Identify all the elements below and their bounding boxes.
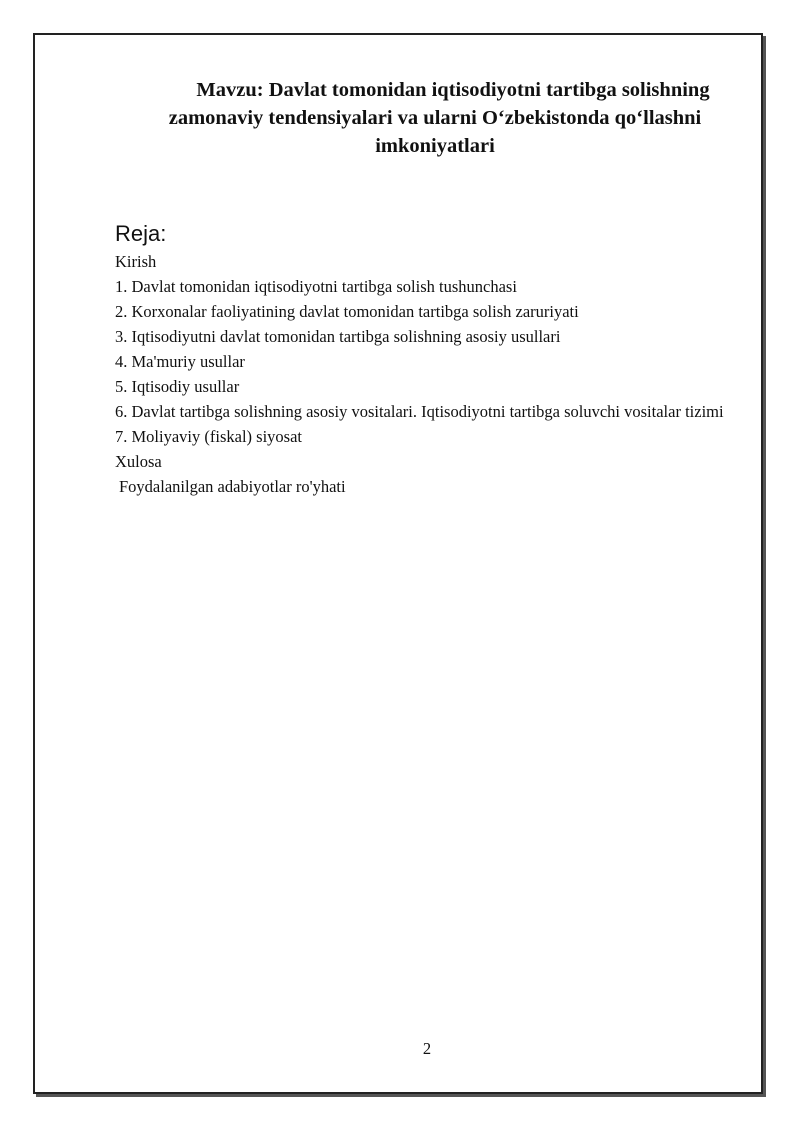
- plan-item-2: 2. Korxonalar faoliyatining davlat tomonidan tartibga solish zaruriyati: [115, 302, 579, 321]
- plan-item-4: 4. Ma'muriy usullar: [115, 352, 245, 371]
- plan-list: [115, 249, 740, 499]
- plan-item-conclusion: Xulosa: [115, 452, 162, 471]
- page-border: [33, 33, 763, 1094]
- plan-item-intro: Kirish: [115, 252, 157, 271]
- title-line-1: Mavzu: Davlat tomonidan iqtisodiyotni tartibga solishning: [196, 79, 710, 101]
- plan-heading: Reja:: [115, 221, 167, 246]
- page-number: 2: [422, 1039, 432, 1058]
- plan-item-1: 1. Davlat tomonidan iqtisodiyotni tartibga solish tushunchasi: [115, 277, 517, 296]
- plan-item-5: 5. Iqtisodiy usullar: [115, 377, 240, 396]
- title-line-3: imkoniyatlari: [375, 135, 495, 157]
- plan-item-3: 3. Iqtisodiyutni davlat tomonidan tartibga solishning asosiy usullari: [115, 327, 561, 346]
- document-title: [110, 76, 760, 160]
- plan-item-references: Foydalanilgan adabiyotlar ro'yhati: [119, 477, 346, 496]
- plan-item-6: 6. Davlat tartibga solishning asosiy vositalari. Iqtisodiyotni tartibga soluvchi vositalar tizimi: [115, 402, 724, 421]
- plan-item-7: 7. Moliyaviy (fiskal) siyosat: [115, 427, 302, 446]
- title-line-2: zamonaviy tendensiyalari va ularni O‘zbekistonda qo‘llashni: [168, 107, 702, 129]
